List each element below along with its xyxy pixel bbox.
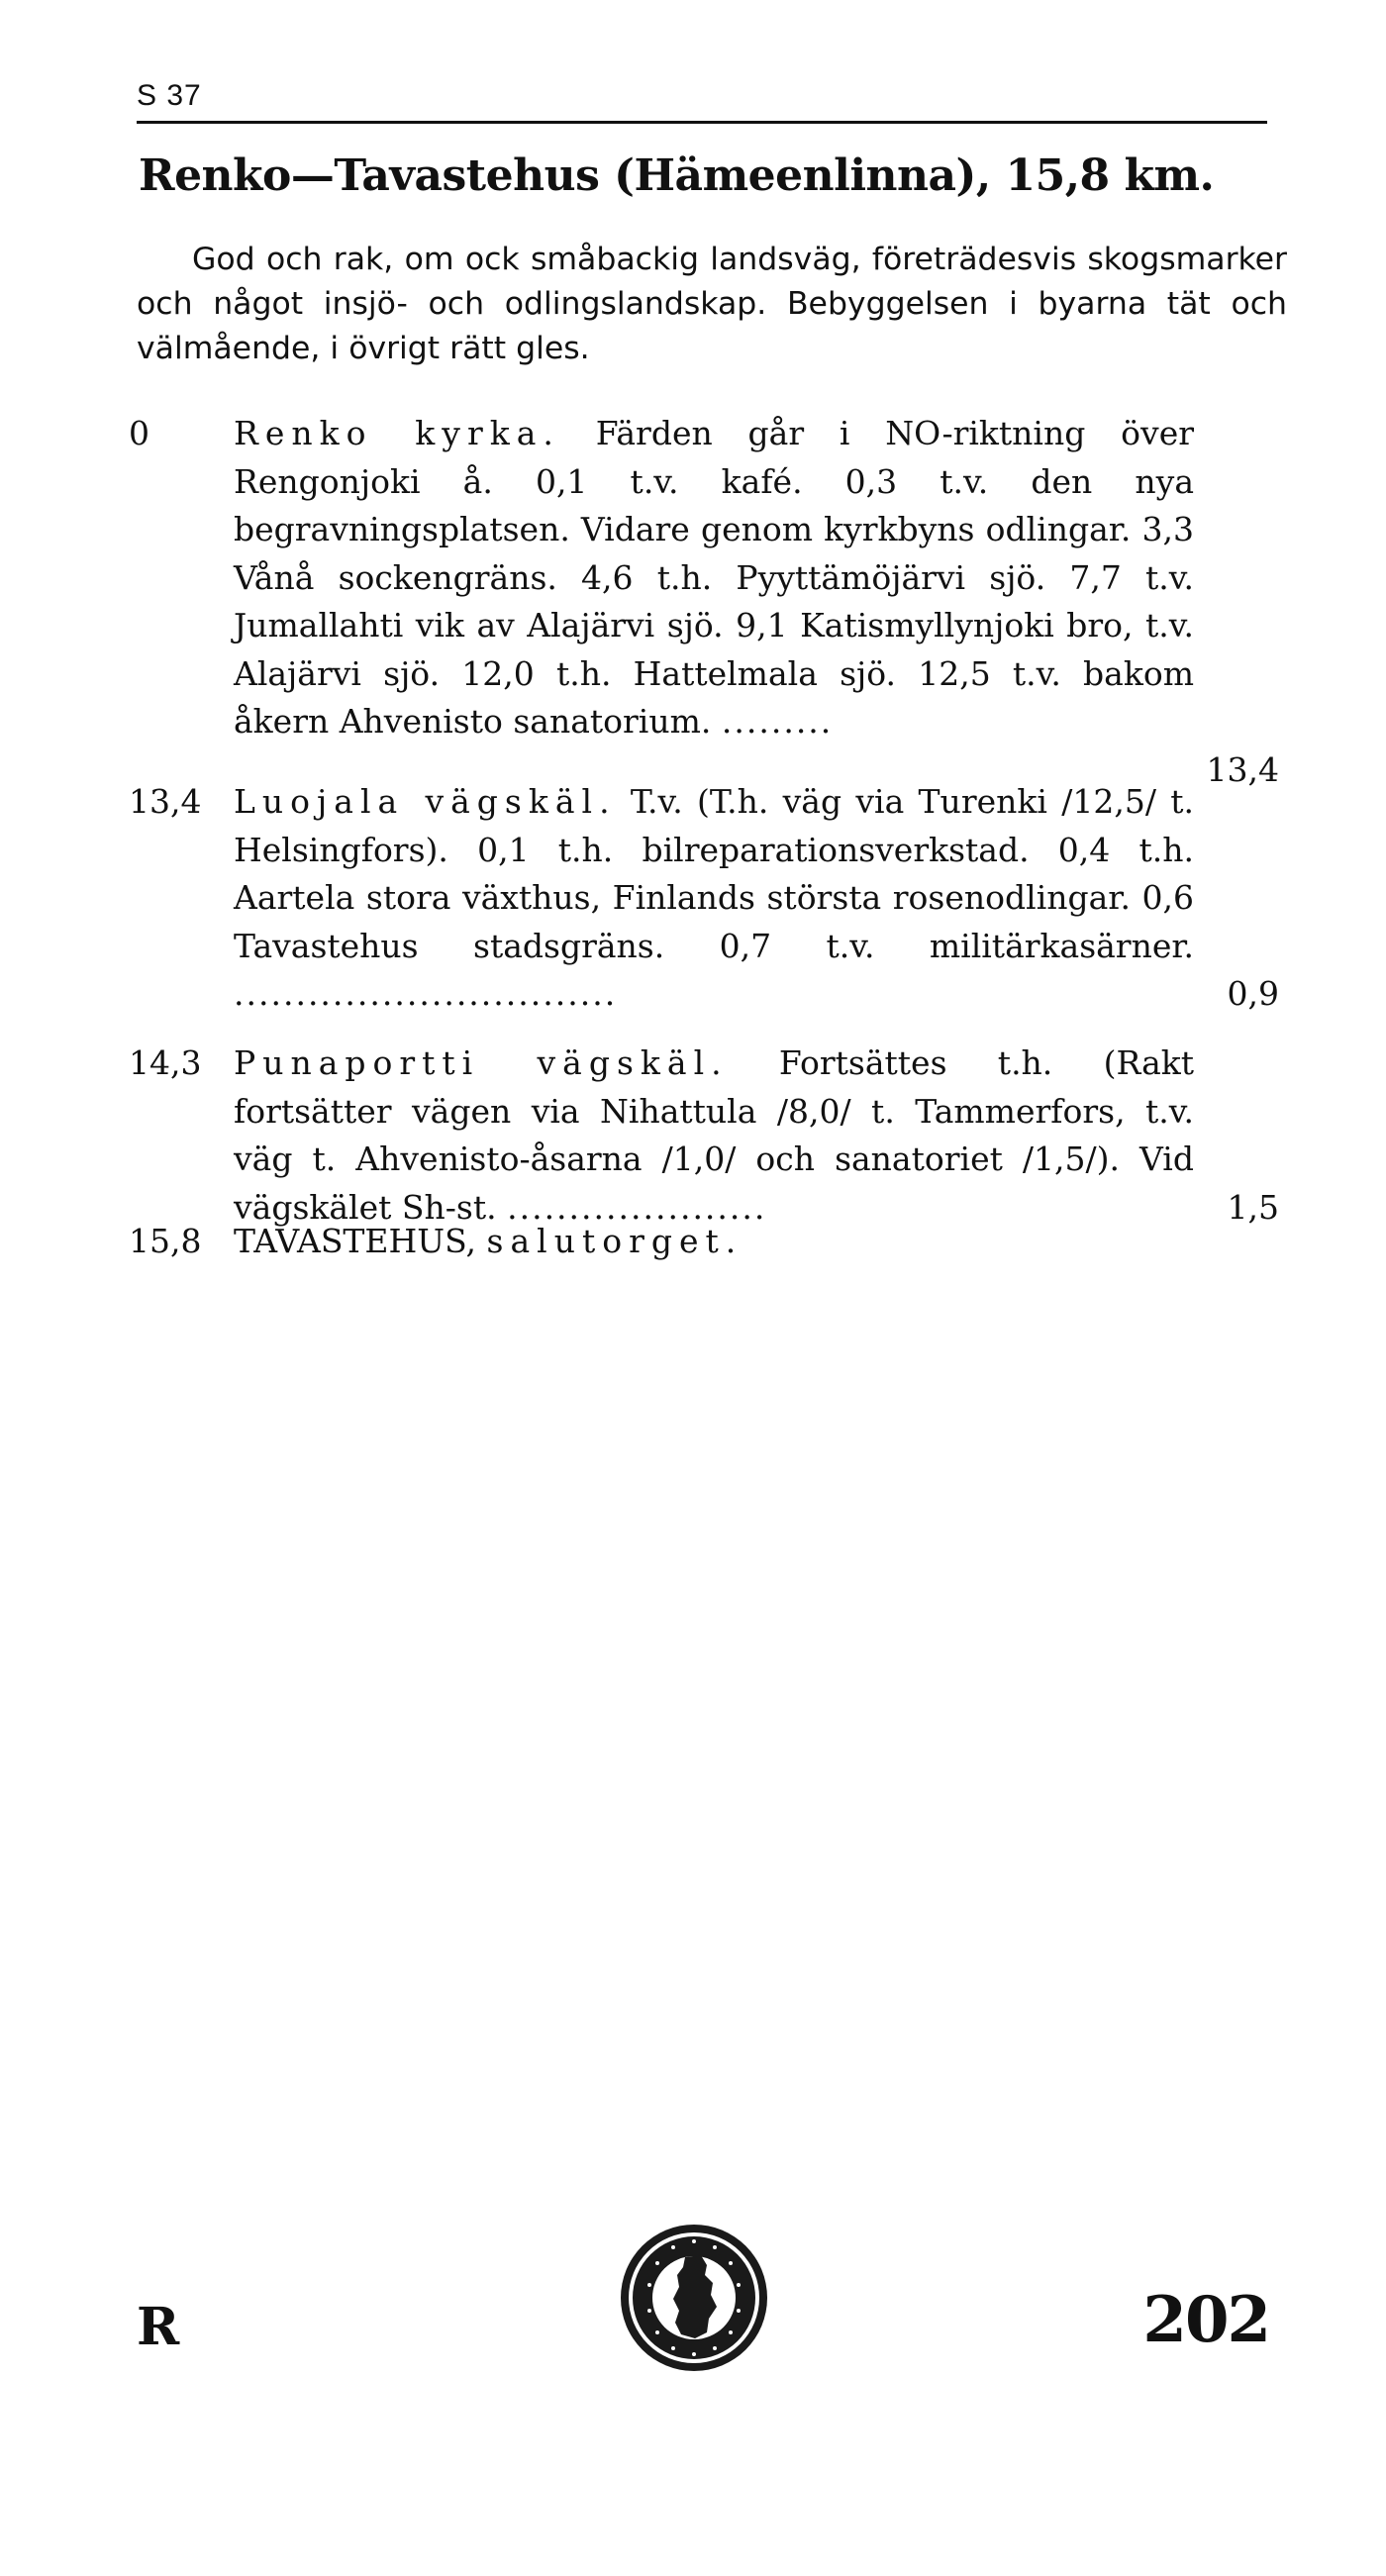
running-head: S 37 bbox=[137, 79, 202, 112]
entry-text: Fortsättes t.h. (Rakt fortsätter vägen via Nihattula /8,0/ t. Tammerfors, t.v. väg t. Ahvenisto-åsarna /1,0/ och sanatoriet /1,5/). Vid vägskälet Sh-st. bbox=[234, 1043, 1194, 1227]
entry-place: Luojala vägskäl. bbox=[234, 782, 617, 821]
route-description: God och rak, om ock småbackig landsväg, företrädesvis skogsmarker och något insjö- och odlingslandskap. Bebyggelsen i byarna tät och välmående, i övrigt rätt gles. bbox=[137, 242, 1287, 366]
entry-distance: 0,9 bbox=[1227, 974, 1279, 1013]
finland-map-seal-icon bbox=[616, 2216, 772, 2380]
entry-place: Renko kyrka. bbox=[234, 414, 560, 452]
entry-distance: 13,4 bbox=[1206, 750, 1279, 789]
dot-leader: ......... bbox=[721, 702, 834, 741]
header-rule bbox=[137, 121, 1267, 124]
entry-text: T.v. (T.h. väg via Turenki /12,5/ t. Helsingfors). 0,1 t.h. bilreparationsverkstad. 0,4 t.h. Aartela stora växthus, Finlands största rosenodlingar. 0,6 Tavastehus stadsgräns. 0,7 t.v. militärkasärner. bbox=[234, 782, 1194, 965]
page-title: Renko—Tavastehus (Hämeenlinna), 15,8 km. bbox=[139, 150, 1215, 201]
entry-place: Punaportti vägskäl. bbox=[234, 1043, 729, 1082]
entry-body bbox=[234, 778, 1194, 1019]
entry-distance: 1,5 bbox=[1227, 1188, 1279, 1227]
entry-text: Färden går i NO-riktning över Rengonjoki å. 0,1 t.v. kafé. 0,3 t.v. den nya begravningsplatsen. Vidare genom kyrkbyns odlingar. 3,3 Vånå sockengräns. 4,6 t.h. Pyyttämöjärvi sjö. 7,7 t.v. Jumallahti vik av Alajärvi sjö. 9,1 Katismyllynjoki bro, t.v. Alajärvi sjö. 12,0 t.h. Hattelmala sjö. 12,5 t.v. bakom åkern Ahvenisto sanatorium. bbox=[234, 414, 1194, 741]
page-number: 202 bbox=[1142, 2283, 1269, 2357]
entry-km: 0 bbox=[129, 414, 149, 452]
destination-km: 15,8 bbox=[129, 1222, 202, 1260]
entry-km: 13,4 bbox=[129, 782, 202, 821]
entry-km: 14,3 bbox=[129, 1043, 202, 1082]
destination-city: TAVASTEHUS, bbox=[234, 1222, 477, 1260]
entry-body bbox=[234, 410, 1194, 746]
footer-mark: R bbox=[137, 2297, 180, 2357]
entry-body bbox=[234, 1040, 1194, 1232]
dot-leader: ............................... bbox=[234, 974, 618, 1013]
dot-leader: ..................... bbox=[507, 1187, 767, 1227]
route-destination bbox=[129, 1218, 742, 1265]
destination-place: salutorget. bbox=[486, 1222, 743, 1260]
